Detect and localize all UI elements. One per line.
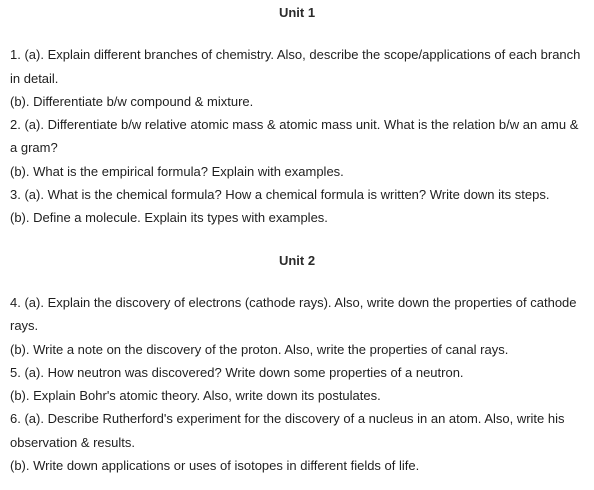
question-3a: 3. (a). What is the chemical formula? How a chemical formula is written? Write down its steps. <box>10 187 550 203</box>
unit-2-question-list <box>10 291 584 477</box>
question-2a: 2. (a). Differentiate b/w relative atomic mass & atomic mass unit. What is the relation b/w an amu & a gram? <box>10 117 579 156</box>
question-1b: (b). Differentiate b/w compound & mixture. <box>10 93 254 109</box>
question-3b: (b). Define a molecule. Explain its types with examples. <box>10 210 328 226</box>
question-2b: (b). What is the empirical formula? Explain with examples. <box>10 163 344 179</box>
question-6a: 6. (a). Describe Rutherford's experiment for the discovery of a nucleus in an atom. Also, write his observation & results. <box>10 411 565 450</box>
question-4a: 4. (a). Explain the discovery of electrons (cathode rays). Also, write down the properties of cathode rays. <box>10 294 577 334</box>
question-6b: (b). Write down applications or uses of isotopes in different fields of life. <box>10 458 420 474</box>
question-1a: 1. (a). Explain different branches of chemistry. Also, describe the scope/applications of each branch in detail. <box>10 47 581 86</box>
question-5a: 5. (a). How neutron was discovered? Write down some properties of a neutron. <box>10 364 464 380</box>
question-5b: (b). Explain Bohr's atomic theory. Also, write down its postulates. <box>10 388 381 404</box>
question-4b: (b). Write a note on the discovery of the proton. Also, write the properties of canal rays. <box>10 341 509 357</box>
unit-1-heading: Unit 1 <box>278 5 316 20</box>
unit-2-heading: Unit 2 <box>278 252 316 268</box>
unit-1-question-list <box>10 43 584 229</box>
